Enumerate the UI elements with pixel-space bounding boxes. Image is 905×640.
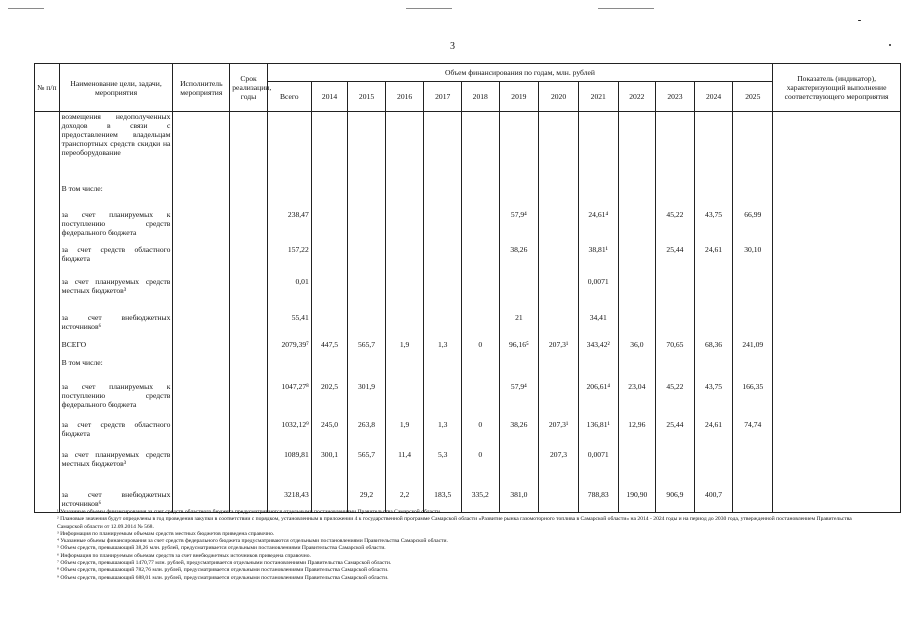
col-header-year: 2025 xyxy=(733,82,773,112)
value-year xyxy=(424,374,462,412)
row-label: за счет внебюджетных источников⁶ xyxy=(59,305,173,338)
value-year xyxy=(618,356,656,374)
value-year xyxy=(385,182,424,202)
value-year xyxy=(539,112,579,182)
value-year xyxy=(694,182,733,202)
value-year xyxy=(385,356,424,374)
value-year: 207,3¹ xyxy=(539,338,579,356)
value-year: 45,22 xyxy=(656,374,695,412)
value-year xyxy=(348,182,386,202)
value-year: 38,26 xyxy=(499,412,539,442)
value-year: 25,44 xyxy=(656,237,695,269)
value-year: 2,2 xyxy=(385,482,424,513)
value-year xyxy=(539,182,579,202)
value-year xyxy=(656,182,695,202)
value-total: 238,47 xyxy=(267,202,311,237)
row-num-cell xyxy=(35,356,60,374)
period-cell xyxy=(230,482,268,513)
value-year: 1,3 xyxy=(424,412,462,442)
value-year: 0 xyxy=(461,442,499,482)
indicator-cell xyxy=(773,237,901,269)
value-year xyxy=(499,269,539,305)
value-year xyxy=(348,305,386,338)
value-year: 5,3 xyxy=(424,442,462,482)
value-year: 0 xyxy=(461,338,499,356)
value-year: 241,09 xyxy=(733,338,773,356)
value-year xyxy=(539,237,579,269)
footnote: ¹ Указанные объемы финансирования за счет средств областного бюджета предусматриваются отдельными постановлениями Правительства Самарской области. xyxy=(57,509,442,515)
value-year: 38,26 xyxy=(499,237,539,269)
value-year xyxy=(311,112,347,182)
value-year xyxy=(656,356,695,374)
value-year: 43,75 xyxy=(694,202,733,237)
financing-table xyxy=(34,63,901,513)
value-year xyxy=(694,356,733,374)
footnote: ⁷ Объем средств, превышающий 1470,77 млн. рублей, предусматривается отдельными постановлениями Правительства Самарской области. xyxy=(57,560,392,567)
table-row xyxy=(35,374,901,412)
col-header-name: Наименование цели, задачи, мероприятия xyxy=(59,64,173,112)
value-year: 43,75 xyxy=(694,374,733,412)
value-year xyxy=(385,374,424,412)
value-total xyxy=(267,112,311,182)
period-cell xyxy=(230,374,268,412)
value-year: 300,1 xyxy=(311,442,347,482)
value-year: 0,0071 xyxy=(578,442,618,482)
col-header-year: 2024 xyxy=(694,82,733,112)
row-num-cell xyxy=(35,442,60,482)
row-num-cell xyxy=(35,374,60,412)
value-year: 74,74 xyxy=(733,412,773,442)
value-year xyxy=(311,356,347,374)
period-cell xyxy=(230,202,268,237)
value-year: 245,0 xyxy=(311,412,347,442)
table-row xyxy=(35,338,901,356)
value-year: 343,42² xyxy=(578,338,618,356)
value-total xyxy=(267,356,311,374)
value-year xyxy=(348,356,386,374)
indicator-cell xyxy=(773,442,901,482)
value-year: 190,90 xyxy=(618,482,656,513)
indicator-cell xyxy=(773,374,901,412)
value-year xyxy=(424,305,462,338)
value-total: 1032,12⁹ xyxy=(267,412,311,442)
col-header-year: 2015 xyxy=(348,82,386,112)
period-cell xyxy=(230,338,268,356)
col-header-year: 2021 xyxy=(578,82,618,112)
value-year: 45,22 xyxy=(656,202,695,237)
value-year: 29,2 xyxy=(348,482,386,513)
value-year xyxy=(578,356,618,374)
value-year: 21 xyxy=(499,305,539,338)
value-year: 1,9 xyxy=(385,412,424,442)
value-year: 565,7 xyxy=(348,442,386,482)
indicator-cell xyxy=(773,202,901,237)
value-year xyxy=(461,374,499,412)
row-label: В том числе: xyxy=(59,356,173,374)
value-year xyxy=(348,112,386,182)
value-year xyxy=(618,112,656,182)
value-year xyxy=(694,305,733,338)
value-year xyxy=(385,269,424,305)
footnote: ⁵ Объем средств, превышающий 38,26 млн. рублей, предусматривается отдельными постановлениями Правительства Самарской области. xyxy=(57,545,386,552)
indicator-cell xyxy=(773,412,901,442)
value-year: 25,44 xyxy=(656,412,695,442)
col-header-year: 2018 xyxy=(461,82,499,112)
table-row xyxy=(35,269,901,305)
value-year xyxy=(656,269,695,305)
table-row xyxy=(35,356,901,374)
period-cell xyxy=(230,182,268,202)
value-year: 0 xyxy=(461,412,499,442)
col-header-year: 2023 xyxy=(656,82,695,112)
value-year xyxy=(618,442,656,482)
value-year xyxy=(656,305,695,338)
value-year xyxy=(539,305,579,338)
indicator-cell xyxy=(773,338,901,356)
footnote: ⁸ Объем средств, превышающий 782,76 млн. рублей, предусматривается отдельными постановлениями Правительства Самарской области. xyxy=(57,567,389,574)
col-header-year: 2020 xyxy=(539,82,579,112)
executor-cell xyxy=(173,412,230,442)
value-year xyxy=(539,374,579,412)
value-year: 34,41 xyxy=(578,305,618,338)
value-year xyxy=(539,356,579,374)
value-year: 202,5 xyxy=(311,374,347,412)
value-year: 57,9⁴ xyxy=(499,374,539,412)
period-cell xyxy=(230,442,268,482)
value-year xyxy=(578,112,618,182)
row-label: за счет планируемых к поступлению средств федерального бюджета xyxy=(59,374,173,412)
value-year xyxy=(618,182,656,202)
value-year xyxy=(656,112,695,182)
value-year xyxy=(311,182,347,202)
value-year xyxy=(461,112,499,182)
value-year xyxy=(618,269,656,305)
row-num-cell xyxy=(35,482,60,513)
col-header-funding-group: Объем финансирования по годам, млн. рублей xyxy=(267,64,772,82)
value-year: 263,8 xyxy=(348,412,386,442)
executor-cell xyxy=(173,182,230,202)
row-label: за счет планируемых средств местных бюджетов³ xyxy=(59,442,173,482)
value-year xyxy=(733,305,773,338)
value-year xyxy=(618,305,656,338)
footnotes xyxy=(57,509,875,582)
value-total xyxy=(267,182,311,202)
value-year xyxy=(424,269,462,305)
executor-cell xyxy=(173,374,230,412)
table-row xyxy=(35,237,901,269)
value-year xyxy=(733,182,773,202)
footnote: ⁴ Указанные объемы финансирования за счет средств федерального бюджета предусматриваются отдельными постановлениями Правительства Самарской области. xyxy=(57,538,448,545)
row-label: за счет внебюджетных источников⁶ xyxy=(59,482,173,513)
value-year xyxy=(499,112,539,182)
footnote: ² Плановые значения будут определены в год проведения закупки в соответствии с порядком, установленным в приложении 4 к государственной программе Самарской области «Развитие рынка газомоторного топлива в Самарской области» на 2014 - 2024 годы и на период до 2030 года, утвержденной постановлением Правительства Самарской области от 12.09.2014 № 568. xyxy=(57,516,852,530)
value-year xyxy=(461,269,499,305)
value-year: 207,3 xyxy=(539,442,579,482)
value-year: 38,81¹ xyxy=(578,237,618,269)
value-year xyxy=(733,269,773,305)
col-header-year: 2016 xyxy=(385,82,424,112)
period-cell xyxy=(230,112,268,182)
col-header-indicator: Показатель (индикатор), характеризующий выполнение соответствующего мероприятия xyxy=(773,64,901,112)
value-year: 183,5 xyxy=(424,482,462,513)
value-year xyxy=(461,182,499,202)
indicator-cell xyxy=(773,356,901,374)
col-header-num: № п/п xyxy=(35,64,60,112)
indicator-cell xyxy=(773,112,901,182)
value-year xyxy=(539,202,579,237)
row-num-cell xyxy=(35,112,60,182)
value-year xyxy=(385,112,424,182)
value-year xyxy=(733,482,773,513)
value-year: 447,5 xyxy=(311,338,347,356)
executor-cell xyxy=(173,442,230,482)
row-label: В том числе: xyxy=(59,182,173,202)
value-year xyxy=(424,237,462,269)
value-year: 70,65 xyxy=(656,338,695,356)
table-row xyxy=(35,305,901,338)
col-header-year: 2022 xyxy=(618,82,656,112)
value-total: 2079,39⁷ xyxy=(267,338,311,356)
row-num-cell xyxy=(35,202,60,237)
value-year xyxy=(385,305,424,338)
value-year xyxy=(311,202,347,237)
value-year xyxy=(348,237,386,269)
row-num-cell xyxy=(35,182,60,202)
value-year: 788,83 xyxy=(578,482,618,513)
value-year xyxy=(694,442,733,482)
value-total: 1089,81 xyxy=(267,442,311,482)
col-header-year: 2014 xyxy=(311,82,347,112)
indicator-cell xyxy=(773,305,901,338)
value-year: 11,4 xyxy=(385,442,424,482)
value-year xyxy=(499,356,539,374)
value-total: 3218,43 xyxy=(267,482,311,513)
value-year xyxy=(385,202,424,237)
period-cell xyxy=(230,269,268,305)
value-year xyxy=(424,112,462,182)
period-cell xyxy=(230,305,268,338)
scan-mark-center xyxy=(406,8,452,9)
value-total: 1047,27⁸ xyxy=(267,374,311,412)
value-year: 24,61⁴ xyxy=(578,202,618,237)
scan-mark-right xyxy=(598,8,654,9)
scan-mark-left xyxy=(8,8,44,9)
value-year xyxy=(539,269,579,305)
row-num-cell xyxy=(35,412,60,442)
value-year xyxy=(733,442,773,482)
value-year xyxy=(348,269,386,305)
footnote: ³ Информация по планируемым объемам средств местных бюджетов приведена справочно. xyxy=(57,530,275,537)
value-year xyxy=(311,237,347,269)
value-year: 565,7 xyxy=(348,338,386,356)
value-year xyxy=(618,202,656,237)
value-year: 24,61 xyxy=(694,412,733,442)
executor-cell xyxy=(173,237,230,269)
col-header-year: 2019 xyxy=(499,82,539,112)
row-label: за счет средств областного бюджета xyxy=(59,412,173,442)
value-total: 55,41 xyxy=(267,305,311,338)
value-year xyxy=(424,356,462,374)
table-row xyxy=(35,442,901,482)
value-year xyxy=(618,237,656,269)
value-year xyxy=(694,269,733,305)
value-year: 335,2 xyxy=(461,482,499,513)
period-cell xyxy=(230,356,268,374)
value-total: 157,22 xyxy=(267,237,311,269)
executor-cell xyxy=(173,269,230,305)
value-year xyxy=(461,356,499,374)
col-header-year: Всего xyxy=(267,82,311,112)
value-year xyxy=(578,182,618,202)
value-year xyxy=(311,269,347,305)
row-label: за счет средств областного бюджета xyxy=(59,237,173,269)
value-year: 57,9⁴ xyxy=(499,202,539,237)
executor-cell xyxy=(173,202,230,237)
value-year xyxy=(461,237,499,269)
value-year: 12,96 xyxy=(618,412,656,442)
indicator-cell xyxy=(773,182,901,202)
value-year xyxy=(499,182,539,202)
value-year xyxy=(311,305,347,338)
executor-cell xyxy=(173,338,230,356)
table-row xyxy=(35,202,901,237)
value-year: 400,7 xyxy=(694,482,733,513)
value-year xyxy=(311,482,347,513)
footnote: ⁶ Информация по планируемым объемам средств за счет внебюджетных источников приведена справочно. xyxy=(57,552,311,559)
value-year xyxy=(348,202,386,237)
row-num-cell xyxy=(35,269,60,305)
value-year: 24,61 xyxy=(694,237,733,269)
col-header-year: 2017 xyxy=(424,82,462,112)
value-year xyxy=(694,112,733,182)
value-year xyxy=(733,356,773,374)
row-num-cell xyxy=(35,237,60,269)
page-number: 3 xyxy=(450,41,455,52)
table-row xyxy=(35,112,901,182)
value-total: 0,01 xyxy=(267,269,311,305)
period-cell xyxy=(230,237,268,269)
value-year: 166,35 xyxy=(733,374,773,412)
value-year xyxy=(461,202,499,237)
row-label: возмещения недополученных доходов в связи с предоставлением владельцам транспортных средств скидки на переоборудование xyxy=(59,112,173,182)
value-year xyxy=(424,182,462,202)
period-cell xyxy=(230,412,268,442)
indicator-cell xyxy=(773,482,901,513)
value-year: 207,3¹ xyxy=(539,412,579,442)
value-year xyxy=(539,482,579,513)
value-year: 96,16⁵ xyxy=(499,338,539,356)
value-year: 906,9 xyxy=(656,482,695,513)
value-year: 206,61⁴ xyxy=(578,374,618,412)
value-year xyxy=(461,305,499,338)
value-year: 381,0 xyxy=(499,482,539,513)
value-year: 30,10 xyxy=(733,237,773,269)
scan-dot xyxy=(858,20,861,21)
value-year: 301,9 xyxy=(348,374,386,412)
executor-cell xyxy=(173,356,230,374)
value-year: 1,3 xyxy=(424,338,462,356)
value-year xyxy=(499,442,539,482)
value-year: 136,81¹ xyxy=(578,412,618,442)
table-row xyxy=(35,412,901,442)
value-year xyxy=(424,202,462,237)
executor-cell xyxy=(173,482,230,513)
value-year xyxy=(733,112,773,182)
value-year: 0,0071 xyxy=(578,269,618,305)
col-header-period: Срок реализации, годы xyxy=(230,64,268,112)
value-year xyxy=(385,237,424,269)
row-label: ВСЕГО xyxy=(59,338,173,356)
value-year: 36,0 xyxy=(618,338,656,356)
footnote: ⁹ Объем средств, превышающий 688,01 млн. рублей, предусматривается отдельными постановлениями Правительства Самарской области. xyxy=(57,574,389,581)
value-year: 66,99 xyxy=(733,202,773,237)
value-year xyxy=(656,442,695,482)
value-year: 1,9 xyxy=(385,338,424,356)
executor-cell xyxy=(173,305,230,338)
indicator-cell xyxy=(773,269,901,305)
row-num-cell xyxy=(35,338,60,356)
table-row xyxy=(35,182,901,202)
row-label: за счет планируемых к поступлению средств федерального бюджета xyxy=(59,202,173,237)
col-header-executor: Исполнитель мероприятия xyxy=(173,64,230,112)
table-row xyxy=(35,482,901,513)
row-label: за счет планируемых средств местных бюджетов³ xyxy=(59,269,173,305)
value-year: 23,04 xyxy=(618,374,656,412)
row-num-cell xyxy=(35,305,60,338)
executor-cell xyxy=(173,112,230,182)
value-year: 68,36 xyxy=(694,338,733,356)
